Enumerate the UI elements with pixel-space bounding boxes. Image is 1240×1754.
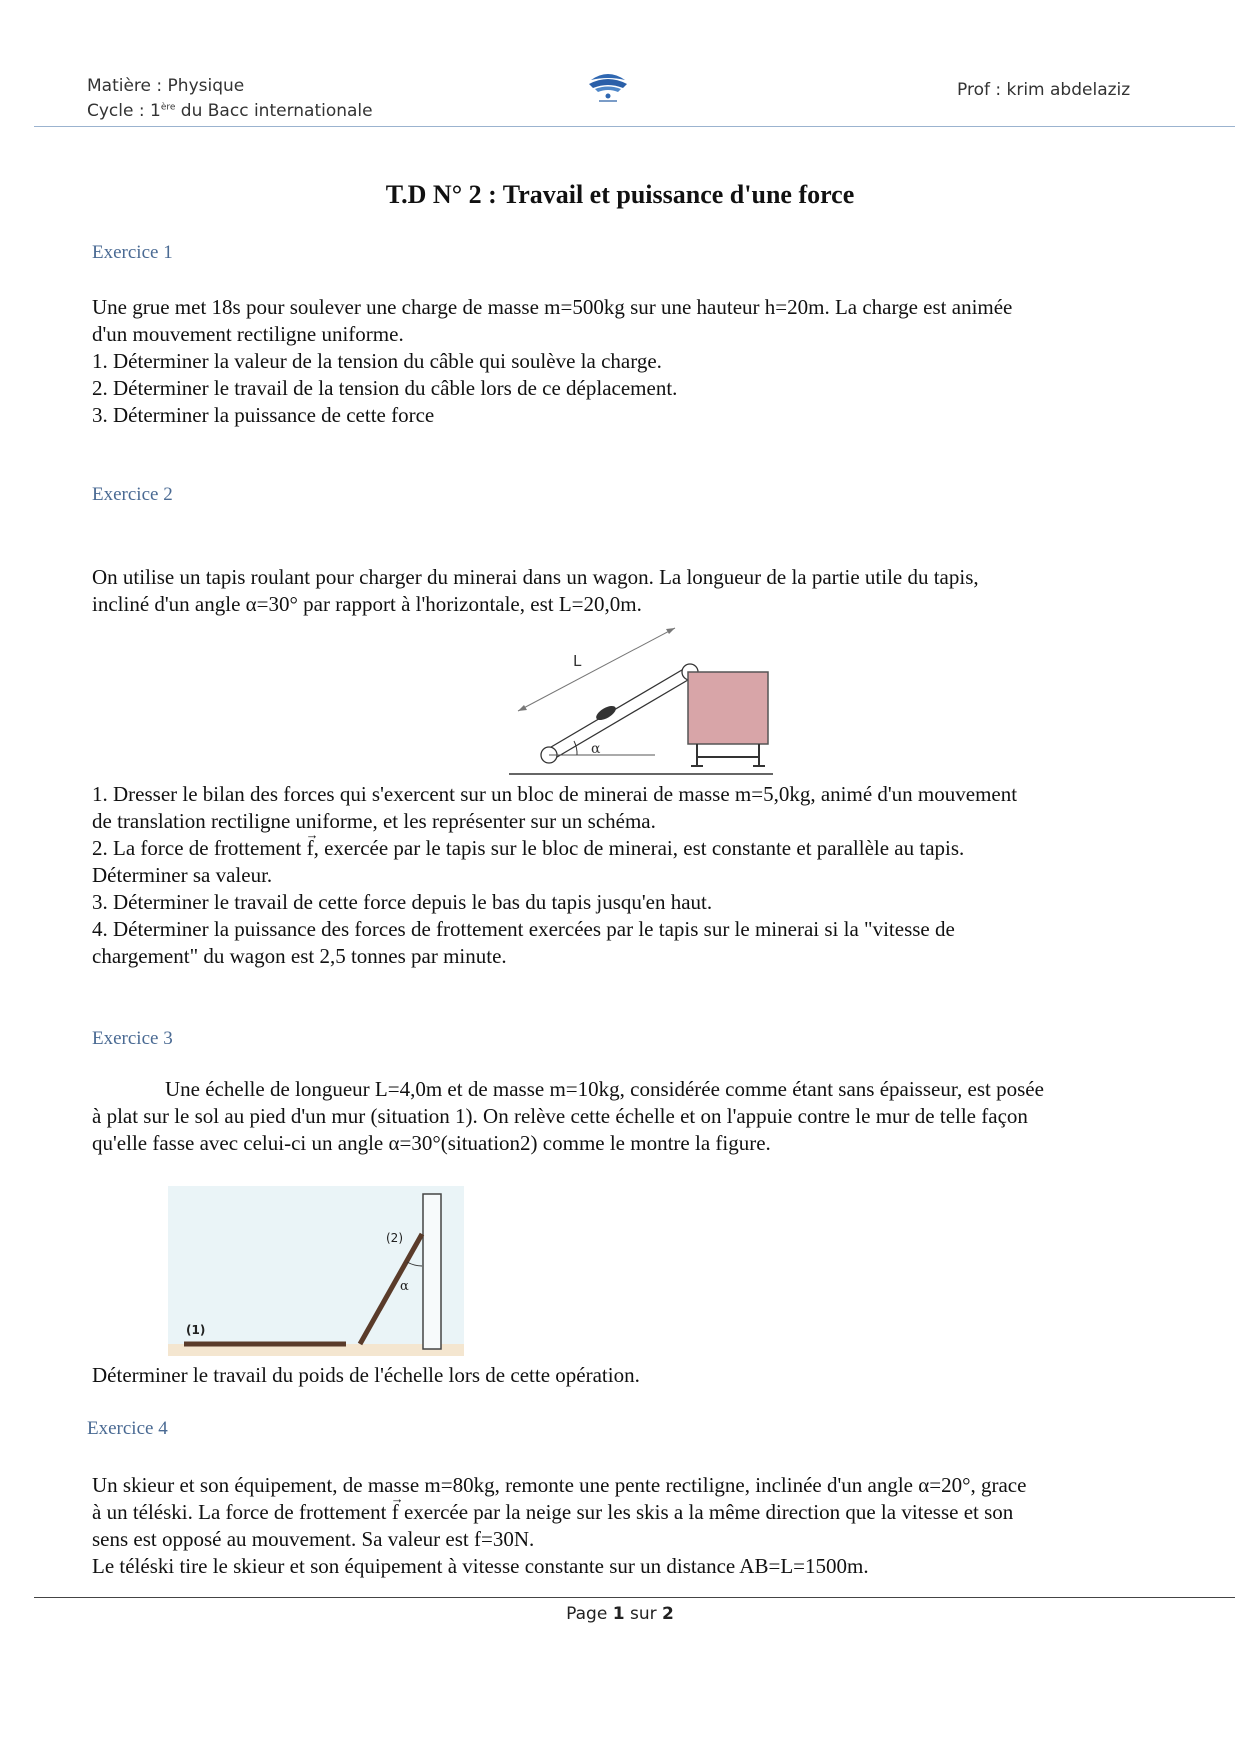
conveyor-length-label: L (573, 652, 582, 670)
text-line: chargement" du wagon est 2,5 tonnes par minute. (92, 944, 507, 968)
header-prof: Prof : krim abdelaziz (957, 80, 1131, 100)
footer-divider (34, 1597, 1235, 1598)
text-line: Une échelle de longueur L=4,0m et de masse m=10kg, considérée comme étant sans épaisseur, est posée (165, 1077, 1044, 1101)
text-line: 3. Déterminer le travail de cette force depuis le bas du tapis jusqu'en haut. (92, 890, 713, 914)
text-line: 4. Déterminer la puissance des forces de frottement exercées par le tapis sur le minerai si la "vitesse de (92, 917, 955, 941)
text-line: Une grue met 18s pour soulever une charge de masse m=500kg sur une hauteur h=20m. La charge est animée (92, 295, 1013, 319)
exercise-3-text (92, 1076, 1188, 1157)
text-line: 1. Dresser le bilan des forces qui s'exercent sur un bloc de minerai de masse m=5,0kg, animé d'un mouvement (92, 782, 1018, 806)
exercise-4-heading: Exercice 4 (87, 1418, 168, 1439)
exercise-3-question (92, 1362, 1188, 1389)
text-line: 2. Déterminer le travail de la tension du câble lors de ce déplacement. (92, 376, 678, 400)
exercise-1-text (92, 294, 1188, 429)
ladder-angle-label: α (400, 1279, 409, 1294)
text-line: à plat sur le sol au pied d'un mur (situation 1). On relève cette échelle et on l'appuie contre le mur de telle façon (92, 1104, 1028, 1128)
friction-vector-symbol: → f (392, 1499, 399, 1526)
text-line: Déterminer le travail du poids de l'échelle lors de cette opération. (92, 1363, 640, 1387)
conveyor-figure (505, 620, 775, 780)
header-divider (34, 126, 1235, 127)
exercise-1-heading: Exercice 1 (92, 242, 173, 263)
conveyor-angle-label: α (591, 741, 601, 757)
header-subject: Matière : Physique (87, 76, 245, 96)
text-line: 2. La force de frottement → f, exercée par le tapis sur le bloc de minerai, est constante et parallèle au tapis. (92, 835, 1188, 862)
exercise-4-text (92, 1472, 1188, 1580)
ladder-figure (168, 1186, 464, 1356)
text-line: d'un mouvement rectiligne uniforme. (92, 322, 404, 346)
text-line: On utilise un tapis roulant pour charger du minerai dans un wagon. La longueur de la partie utile du tapis, (92, 565, 979, 589)
text-line: à un téléski. La force de frottement → f exercée par la neige sur les skis a la même direction que la vitesse et son (92, 1499, 1188, 1526)
text-line: 1. Déterminer la valeur de la tension du câble qui soulève la charge. (92, 349, 662, 373)
header-cycle: Cycle : 1ère du Bacc internationale (87, 101, 373, 121)
exercise-2-heading: Exercice 2 (92, 484, 173, 505)
page-number: Page 1 sur 2 (566, 1604, 674, 1624)
friction-vector-symbol: → f (307, 835, 314, 862)
exercise-2-questions (92, 781, 1188, 970)
exercise-2-intro (92, 564, 1188, 618)
text-line: Un skieur et son équipement, de masse m=80kg, remonte une pente rectiligne, inclinée d'un angle α=20°, grace (92, 1473, 1027, 1497)
text-line: sens est opposé au mouvement. Sa valeur est f=30N. (92, 1527, 535, 1551)
text-line: Le téléski tire le skieur et son équipement à vitesse constante sur un distance AB=L=1500m. (92, 1554, 869, 1578)
text-line: Déterminer sa valeur. (92, 863, 273, 887)
text-line: de translation rectiligne uniforme, et les représenter sur un schéma. (92, 809, 656, 833)
wall (423, 1194, 441, 1349)
wagon (688, 672, 768, 744)
situation-2-label: (2) (386, 1231, 403, 1245)
exercise-3-heading: Exercice 3 (92, 1028, 173, 1049)
text-line: qu'elle fasse avec celui-ci un angle α=30°(situation2) comme le montre la figure. (92, 1131, 771, 1155)
text-line: incliné d'un angle α=30° par rapport à l'horizontale, est L=20,0m. (92, 592, 642, 616)
text-line: 3. Déterminer la puissance de cette force (92, 403, 435, 427)
page-title: T.D N° 2 : Travail et puissance d'une force (385, 180, 855, 209)
situation-1-label: (1) (186, 1323, 206, 1337)
school-logo (585, 62, 631, 106)
